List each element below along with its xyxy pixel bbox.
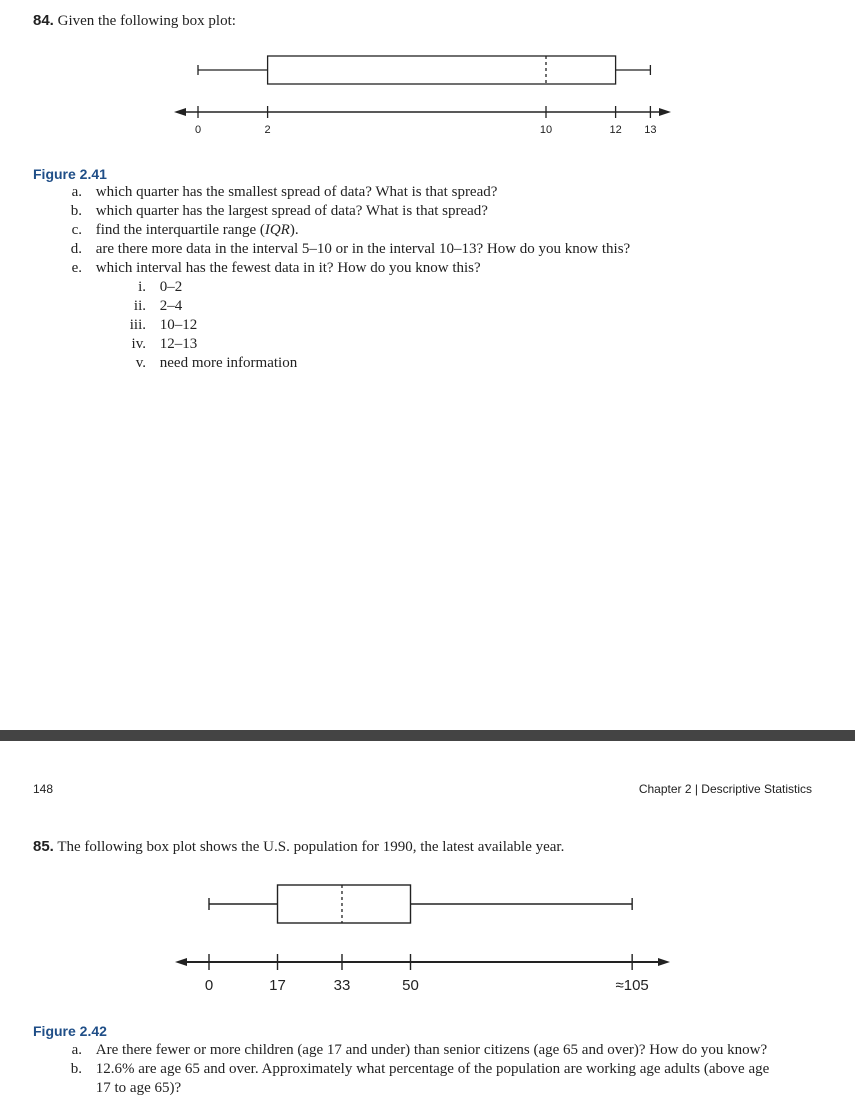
item-marker: d. [70, 241, 82, 257]
item-marker: b. [70, 1061, 82, 1077]
item-text [96, 222, 299, 238]
subitem-text: 0–2 [159, 279, 183, 295]
question-85-heading [33, 837, 564, 857]
figure-2-41-label: Figure 2.41 [33, 166, 107, 182]
item-b-continued [62, 1079, 181, 1098]
question-84-prompt: Given the following box plot: [57, 13, 236, 29]
question-84-heading [33, 11, 236, 31]
iqr-box [268, 56, 616, 84]
page-number: 148 [33, 782, 54, 796]
item-text-end: ). [289, 222, 299, 238]
item-d [62, 240, 630, 259]
subitem-v [120, 354, 297, 373]
subitem-text: 12–13 [159, 336, 198, 352]
item-text: are there more data in the interval 5–10 or in the interval 10–13? How do you know this? [95, 241, 631, 257]
subitem-text: 10–12 [159, 317, 198, 333]
tick-label: 10 [539, 124, 553, 136]
item-a [62, 183, 497, 202]
item-b [62, 1060, 769, 1079]
box-plot-figure-2-42 [0, 870, 855, 1000]
tick-label: 17 [269, 977, 286, 994]
item-text: 12.6% are age 65 and over. Approximately what percentage of the population are working age adults (above age [95, 1061, 770, 1077]
tick-label: 0 [194, 124, 202, 136]
item-c [62, 221, 299, 240]
left-arrowhead [175, 958, 187, 966]
tick-label: 50 [402, 977, 419, 994]
item-a [62, 1041, 767, 1060]
item-text: which quarter has the smallest spread of data? What is that spread? [95, 184, 498, 200]
item-marker: e. [71, 260, 82, 276]
tick-label: 2 [264, 124, 271, 136]
item-e [62, 259, 481, 278]
right-arrowhead [658, 958, 670, 966]
item-b [62, 202, 488, 221]
subitem-text: need more information [159, 355, 298, 371]
tick-label: ≈105 [615, 977, 649, 994]
figure-2-42-label: Figure 2.42 [33, 1023, 107, 1039]
subitem-iii [120, 316, 197, 335]
page-break-bar [0, 730, 855, 741]
subitem-marker: iv. [131, 336, 146, 352]
right-arrowhead [659, 108, 671, 116]
item-text-start: find the interquartile range ( [95, 222, 265, 238]
item-text: Are there fewer or more children (age 17 and under) than senior citizens (age 65 and over)? How do you know? [95, 1042, 768, 1058]
tick-label: 12 [609, 124, 622, 136]
item-text: 17 to age 65)? [95, 1080, 182, 1096]
question-85-prompt: The following box plot shows the U.S. population for 1990, the latest available year. [57, 839, 565, 855]
item-marker: b. [70, 203, 82, 219]
box-plot-figure-2-41 [0, 40, 855, 150]
subitem-text: 2–4 [159, 298, 183, 314]
item-text: which interval has the fewest data in it? How do you know this? [95, 260, 481, 276]
iqr-abbreviation: IQR [264, 222, 290, 238]
item-marker: a. [71, 184, 82, 200]
item-text: which quarter has the largest spread of data? What is that spread? [95, 203, 488, 219]
tick-label: 0 [204, 977, 214, 994]
subitem-iv [120, 335, 197, 354]
subitem-i [120, 278, 182, 297]
item-marker: c. [71, 222, 82, 238]
chapter-title: Chapter 2 | Descriptive Statistics [638, 782, 812, 796]
subitem-marker: v. [135, 355, 146, 371]
left-arrowhead [174, 108, 186, 116]
tick-label: 13 [644, 124, 657, 136]
subitem-ii [120, 297, 182, 316]
subitem-marker: i. [138, 279, 146, 295]
question-84-number: 84. [33, 12, 54, 29]
subitem-marker: iii. [129, 317, 146, 333]
item-marker: a. [71, 1042, 82, 1058]
subitem-marker: ii. [133, 298, 146, 314]
question-85-number: 85. [33, 838, 54, 855]
iqr-box [278, 885, 411, 923]
tick-label: 33 [333, 977, 351, 994]
